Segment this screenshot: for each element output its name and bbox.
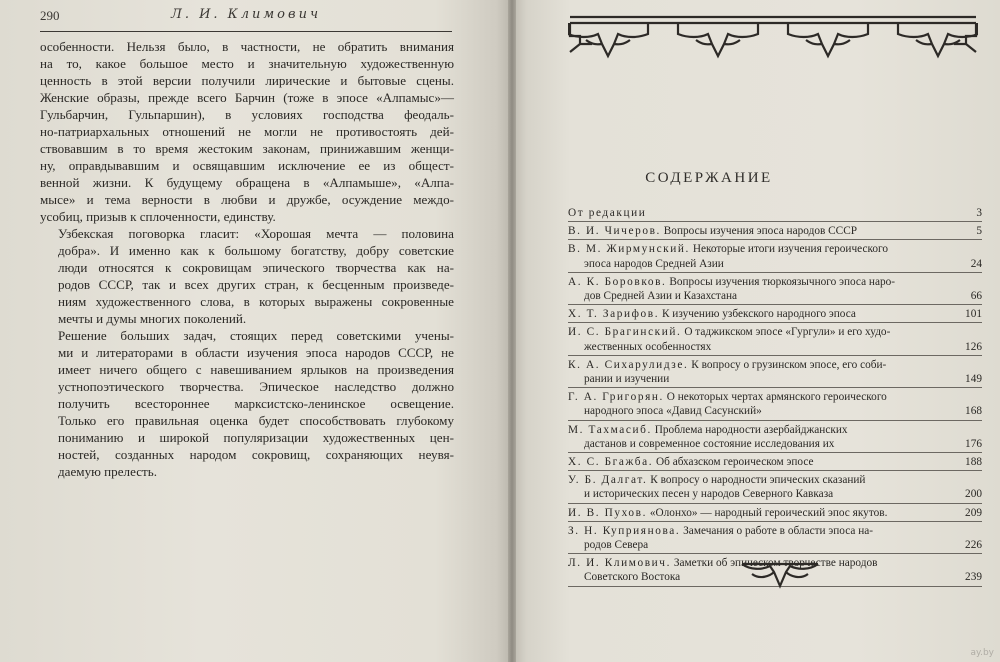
toc-title: СОДЕРЖАНИЕ xyxy=(645,170,773,186)
toc-entry xyxy=(568,473,982,503)
toc-author: К. А. Сихарулидзе. xyxy=(568,358,689,371)
toc-entry xyxy=(568,242,982,272)
toc-title-line: дастанов и современное состояние исследования их xyxy=(584,437,835,450)
toc-title-line: К вопросу о грузинском эпосе, его соби- xyxy=(691,358,887,371)
toc-entry xyxy=(568,524,982,554)
text-line: добра». И именно как к большому богатству, добру советские xyxy=(58,243,454,258)
toc-title-line: рании и изучении xyxy=(584,373,670,386)
paragraph xyxy=(40,38,454,225)
toc-entry-first-line xyxy=(568,473,956,487)
toc-title-line: Об абхазском героическом эпосе xyxy=(656,456,814,469)
toc-page-number: 226 xyxy=(965,539,982,552)
text-line: Узбекская поговорка гласит: «Хорошая мечта — половина xyxy=(58,226,454,241)
toc-entry-first-line xyxy=(568,325,956,339)
text-line: родов СССР, так и всех других стран, к бесценным произведе- xyxy=(58,277,454,292)
toc-entry-first-line xyxy=(568,390,956,404)
toc-title-line: К вопросу о народности эпических сказаний xyxy=(650,474,866,487)
watermark: ay.by xyxy=(970,648,994,658)
toc-author: Л. И. Климович. xyxy=(568,557,672,570)
text-line: но-патриархальных отношений не могли не противостоять дей- xyxy=(40,124,454,139)
text-line: ствовавшим в то время жестоким законам, принижавшим женщи- xyxy=(40,141,454,156)
toc-entry-first-line xyxy=(568,455,956,469)
body-text xyxy=(40,38,454,480)
book-gutter xyxy=(508,0,516,662)
toc-entry-first-line xyxy=(568,242,956,256)
toc-title-line: О некоторых чертах армянского героического xyxy=(666,391,887,404)
toc-title-line: народного эпоса «Давид Сасунский» xyxy=(584,405,762,418)
toc-author: Х. С. Бгажба. xyxy=(568,456,654,469)
toc-page-number: 149 xyxy=(965,373,982,386)
toc-page-number: 3 xyxy=(976,207,982,219)
toc-title-line: родов Севера xyxy=(584,539,649,552)
text-line: получить всестороннее марксистско-ленинское освещение. xyxy=(58,396,454,411)
text-line: ну, оправдывавшим и освящавшим исключение ее из общест- xyxy=(40,158,454,173)
toc-author: И. С. Брагинский. xyxy=(568,326,682,339)
toc-entry-first-line xyxy=(568,506,956,520)
toc-page-number: 176 xyxy=(965,437,982,450)
top-ornament-icon xyxy=(568,14,978,60)
text-line: Женские образы, прежде всего Барчин (тоже в эпосе «Алпамыс»— xyxy=(40,90,454,105)
toc-author: От редакции xyxy=(568,207,647,219)
text-line: даемую прелесть. xyxy=(58,464,157,479)
toc-page-number: 101 xyxy=(965,308,982,321)
text-line: ми и литераторами в области изучения эпоса народов СССР, не xyxy=(58,345,454,360)
text-line: ценность в этой версии получили лирические и бытовые сцены. xyxy=(40,73,454,88)
text-line: на то, какое большое место и значительную художественную xyxy=(40,56,454,71)
text-line: Решение больших задач, стоящих перед советскими учены- xyxy=(58,328,454,343)
text-line: ностей, созданных народом сокровищ, сохраняющих неувя- xyxy=(58,447,454,462)
toc-entry xyxy=(568,506,982,522)
page-number: 290 xyxy=(40,8,60,23)
toc-title-line: Проблема народности азербайджанских xyxy=(654,423,848,436)
toc-author: Г. А. Григорян. xyxy=(568,391,664,404)
bottom-ornament-icon xyxy=(740,560,820,590)
toc-title-line: Заметки об эпическом творчестве народов xyxy=(673,557,878,570)
toc-page-number: 126 xyxy=(965,340,982,353)
toc-page-number: 239 xyxy=(965,571,982,584)
toc-entry-first-line xyxy=(568,307,956,321)
toc-entry-first-line xyxy=(568,224,956,238)
text-line: мысе» и тема верности в любви и дружбе, осуждение междо- xyxy=(40,192,454,207)
text-line: люди относятся к сокровищам эпического творчества как на- xyxy=(58,260,454,275)
toc-title-line: дов Средней Азии и Казахстана xyxy=(584,290,738,303)
text-line: ниям художественного слова, в которых выражены сокровенные xyxy=(58,294,454,309)
toc-entry xyxy=(568,390,982,420)
toc-page-number: 200 xyxy=(965,488,982,501)
toc-entry xyxy=(568,224,982,240)
toc-page-number: 168 xyxy=(965,405,982,418)
text-line: Только его правильная оценка будет способствовать глубокому xyxy=(58,413,454,428)
text-line: устнопоэтического творчества. Эпическое наследство должно xyxy=(58,379,454,394)
toc-author: В. И. Чичеров. xyxy=(568,225,661,238)
text-line: венной жизни. К будущему обращена в «Алпамыше», «Алпа- xyxy=(40,175,454,190)
text-line: имеет ничего общего с навешиванием ярлыков на произведения xyxy=(58,362,454,377)
toc-entry-first-line xyxy=(568,423,956,437)
toc-title-line: Замечания о работе в области эпоса на- xyxy=(683,524,874,537)
toc-title-line: и исторических песен у народов Северного Кавказа xyxy=(584,488,834,501)
toc-title-line: Вопросы изучения эпоса народов СССР xyxy=(663,225,858,238)
toc-author: И. В. Пухов. xyxy=(568,506,648,519)
text-line: Гульбарчин, Гульпаршин), в условиях господства феодаль- xyxy=(40,107,454,122)
toc-entry xyxy=(568,325,982,355)
running-header xyxy=(40,4,452,32)
toc-author: У. Б. Далгат. xyxy=(568,474,648,487)
toc-author: М. Тахмасиб. xyxy=(568,423,652,436)
toc-page-number: 5 xyxy=(976,225,982,238)
toc-entry xyxy=(568,358,982,388)
toc-entry xyxy=(568,455,982,471)
text-line: пониманию и широкой популяризации художественных цен- xyxy=(58,430,454,445)
toc-entry xyxy=(568,206,982,222)
toc-title-line: К изучению узбекского народного эпоса xyxy=(661,308,856,321)
toc-title-line: «Олонхо» — народный героический эпос якутов. xyxy=(649,506,888,519)
toc-title-line: эпоса народов Средней Азии xyxy=(584,257,724,270)
running-title: Л. И. Климович xyxy=(170,7,322,22)
toc-entry-first-line xyxy=(568,275,956,289)
text-line: мечты и думы многих поколений. xyxy=(58,311,247,326)
toc-title-line: О таджикском эпосе «Гургули» и его худо- xyxy=(684,326,891,339)
toc-page-number: 66 xyxy=(970,290,982,303)
text-line: особенности. Нельзя было, в частности, не обратить внимания xyxy=(40,39,454,54)
toc-entry-first-line xyxy=(568,524,956,538)
toc-entry xyxy=(568,423,982,453)
toc-author: Х. Т. Зарифов. xyxy=(568,308,660,321)
toc-entry-first-line xyxy=(568,206,956,220)
toc-page-number: 209 xyxy=(965,506,982,519)
toc-author: А. К. Боровков. xyxy=(568,275,667,288)
paragraph xyxy=(40,327,454,480)
toc-entry xyxy=(568,307,982,323)
toc-author: З. Н. Куприянова. xyxy=(568,524,681,537)
toc-page-number: 24 xyxy=(970,257,982,270)
toc-title-line: Некоторые итоги изучения героического xyxy=(692,243,889,256)
toc-title-line: Советского Востока xyxy=(584,571,681,584)
text-line: усобиц, призыв к сплоченности, единству. xyxy=(40,209,276,224)
paragraph xyxy=(40,225,454,327)
toc-title-line: жественных особенностях xyxy=(584,340,712,353)
toc-title-line: Вопросы изучения тюркоязычного эпоса наро- xyxy=(669,275,896,288)
toc-entry-first-line xyxy=(568,358,956,372)
toc-author: В. М. Жирмунский. xyxy=(568,243,690,256)
toc-entry xyxy=(568,275,982,305)
toc-page-number: 188 xyxy=(965,456,982,469)
table-of-contents xyxy=(568,206,982,589)
